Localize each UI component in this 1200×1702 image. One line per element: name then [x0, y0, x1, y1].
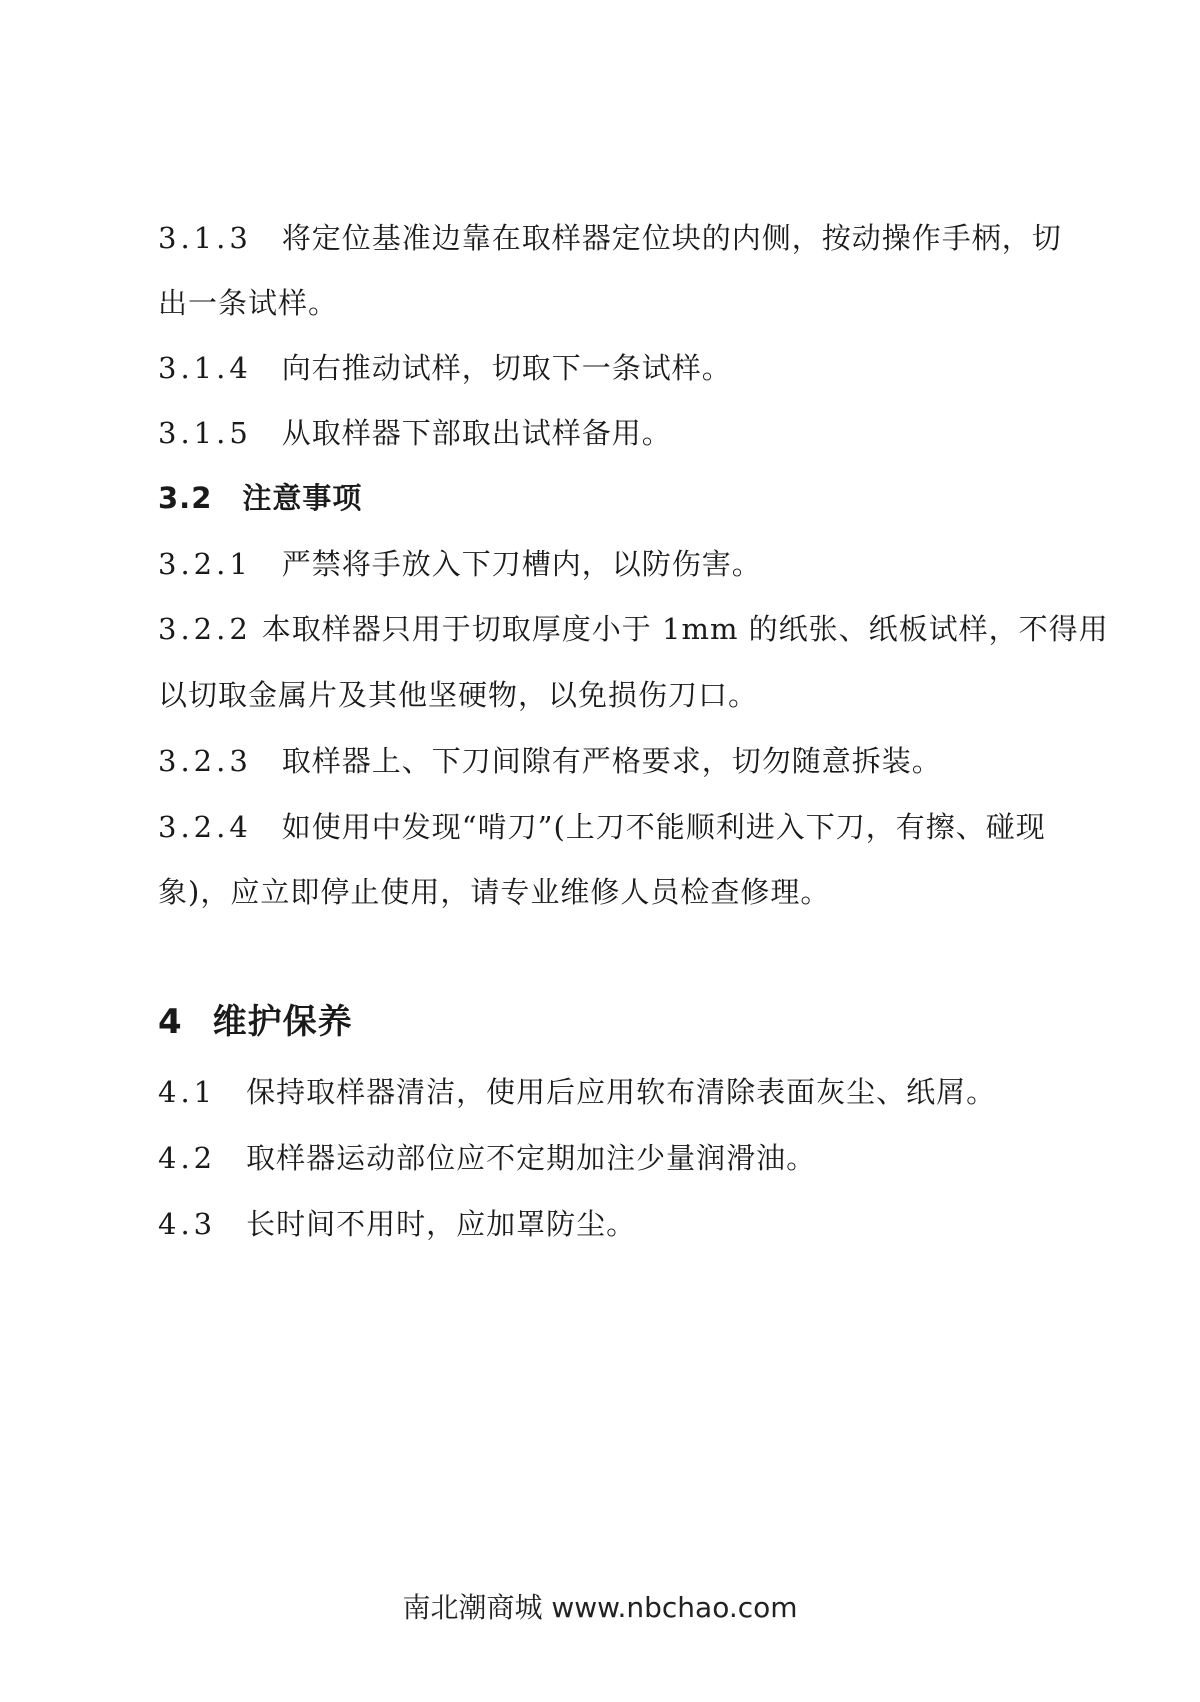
paragraph-3-2-1: [158, 544, 762, 584]
item-text: 严禁将手放入下刀槽内，以防伤害。: [281, 547, 762, 581]
paragraph-3-1-4: [158, 348, 732, 388]
item-number: 3.1.3: [158, 221, 252, 255]
paragraph-3-2-3: [158, 741, 942, 781]
item-text: 从取样器下部取出试样备用。: [281, 416, 672, 450]
paragraph-3-1-3-cont: [158, 283, 338, 323]
item-number: 4.2: [158, 1141, 217, 1175]
item-text: 长时间不用时，应加罩防尘。: [246, 1207, 637, 1241]
item-number: 3.1.5: [158, 416, 252, 450]
item-text: 取样器运动部位应不定期加注少量润滑油。: [246, 1141, 817, 1175]
page-footer: 南北潮商城 www.nbchao.com: [402, 1591, 798, 1624]
paragraph-4-3: [158, 1204, 636, 1244]
item-text: 如使用中发现“啃刀”(上刀不能顺利进入下刀，有擦、碰现: [281, 810, 1046, 844]
item-text: 保持取样器清洁，使用后应用软布清除表面灰尘、纸屑。: [246, 1075, 997, 1109]
item-text: 出一条试样。: [158, 286, 339, 320]
paragraph-4-2: [158, 1138, 816, 1178]
item-text: 本取样器只用于切取厚度小于 1mm 的纸张、纸板试样，不得用: [261, 612, 1109, 646]
item-number: 3.1.4: [158, 351, 252, 385]
section-title: 维护保养: [212, 1002, 353, 1042]
section-number: 3.2: [158, 481, 213, 515]
item-number: 3.2.3: [158, 744, 252, 778]
paragraph-3-2-2-cont: [158, 675, 758, 715]
item-text: 取样器上、下刀间隙有严格要求，切勿随意拆装。: [281, 744, 942, 778]
paragraph-3-2-4: [158, 807, 1046, 847]
paragraph-4-1: [158, 1072, 996, 1112]
item-number: 3.2.1: [158, 547, 252, 581]
section-heading-3-2: [158, 478, 362, 518]
section-title: 注意事项: [242, 481, 363, 515]
item-number: 4.1: [158, 1075, 217, 1109]
paragraph-3-2-4-cont: [158, 872, 830, 912]
paragraph-3-1-3: [158, 218, 1062, 258]
paragraph-3-1-5: [158, 413, 672, 453]
item-text: 象)，应立即停止使用，请专业维修人员检查修理。: [158, 875, 831, 909]
item-number: 3.2.4: [158, 810, 252, 844]
item-number: 4.3: [158, 1207, 217, 1241]
item-text: 向右推动试样，切取下一条试样。: [281, 351, 732, 385]
section-heading-4: [158, 1002, 353, 1042]
item-text: 以切取金属片及其他坚硬物，以免损伤刀口。: [158, 678, 759, 712]
section-number: 4: [158, 1002, 183, 1042]
item-text: 将定位基准边靠在取样器定位块的内侧，按动操作手柄，切: [281, 221, 1062, 255]
item-number: 3.2.2: [158, 612, 252, 646]
paragraph-3-2-2: [158, 609, 1109, 649]
